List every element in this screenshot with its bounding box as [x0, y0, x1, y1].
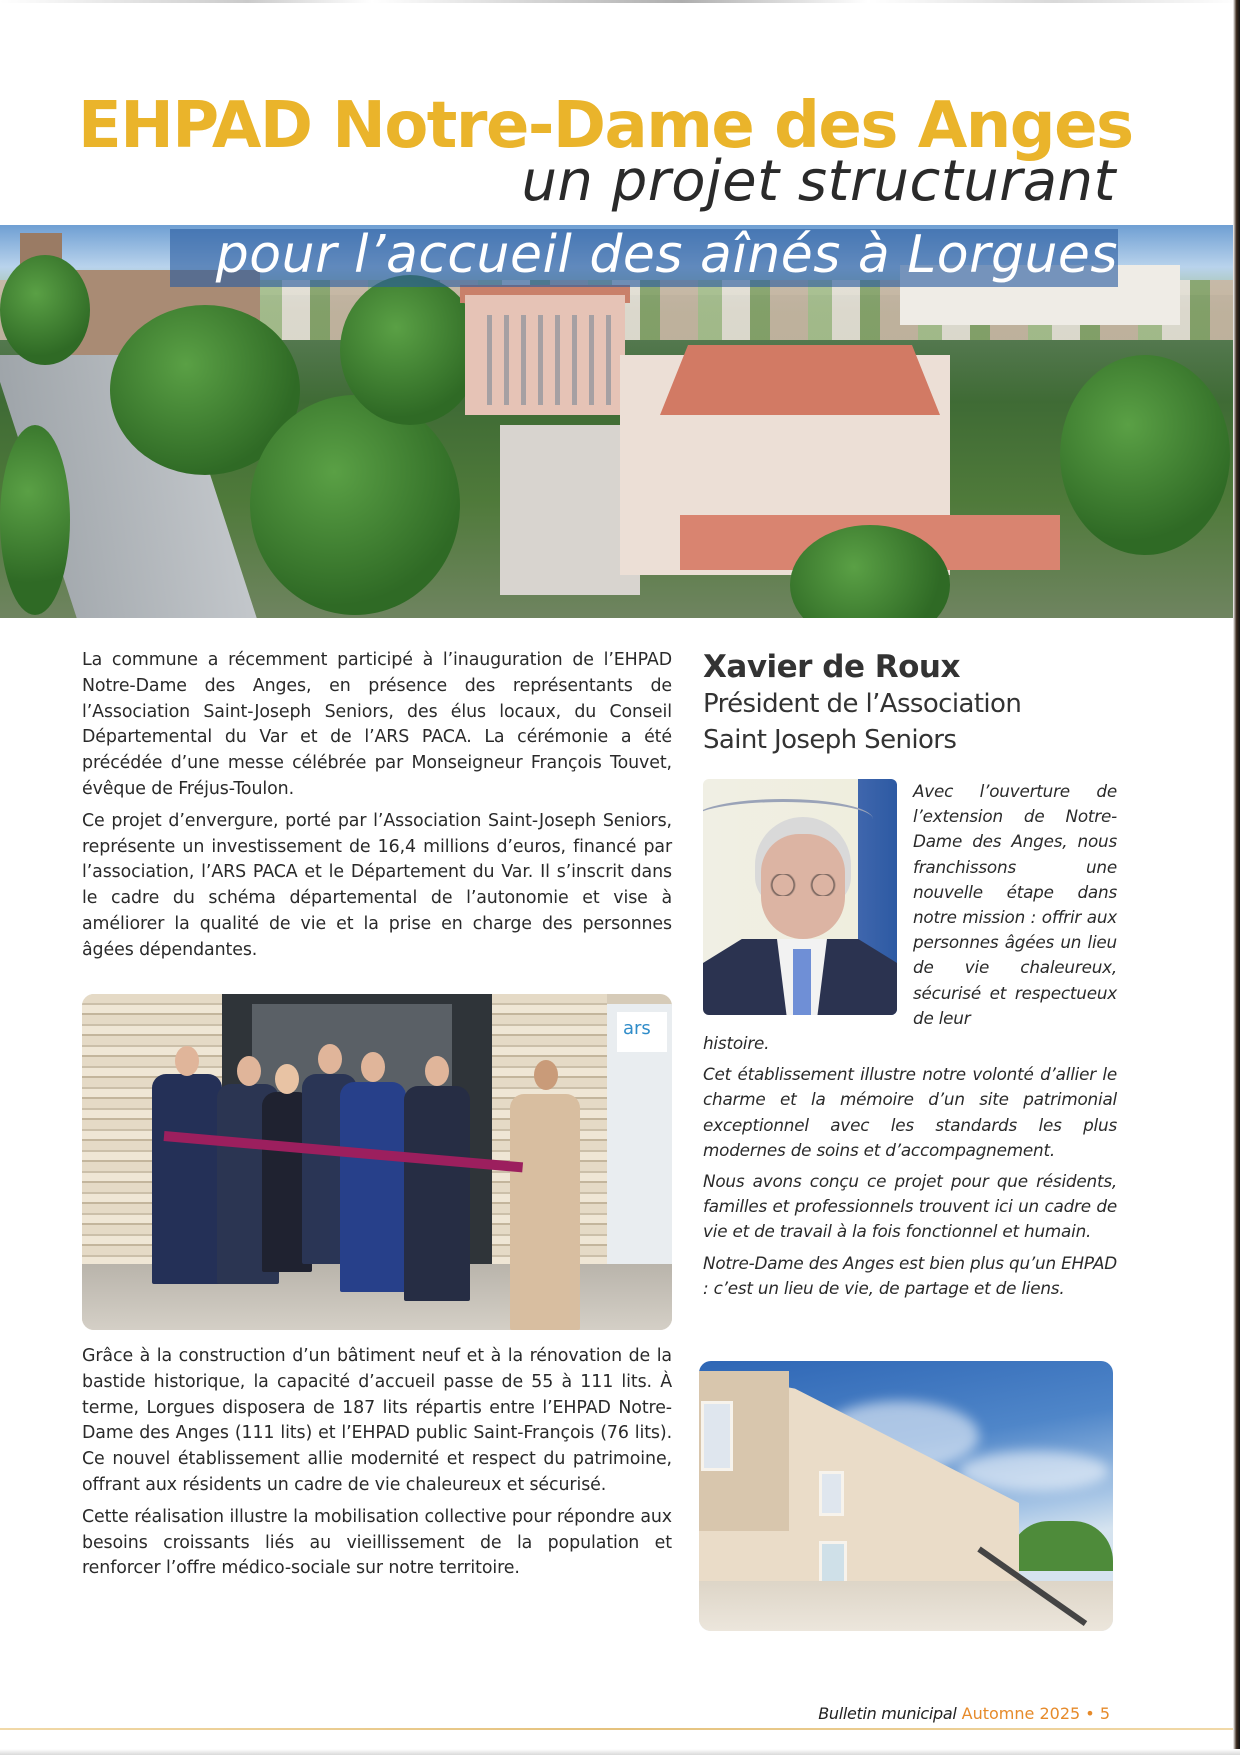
hero-aerial-photo: [0, 225, 1233, 618]
quote-continuation: [703, 1031, 1117, 1307]
hero-bastide-windows: [475, 315, 615, 405]
person: [404, 1086, 470, 1301]
ribbon-cutting-photo: [82, 994, 672, 1330]
quote-paragraph: histoire.: [703, 1033, 770, 1053]
issue-season: Automne 2025: [961, 1704, 1081, 1723]
window: [819, 1471, 844, 1516]
hero-title-overlay: [170, 225, 1118, 287]
overlay-subtitle: pour l’accueil des aînés à Lorgues: [215, 225, 1118, 285]
hero-new-roof: [660, 345, 940, 415]
quote-paragraph: Cet établissement illustre notre volonté d’allier le charme et la mémoire d’un site patrimonial exceptionnel avec les standards les plus modernes de soins et d’accompagnement.: [703, 1064, 1117, 1160]
trees: [1009, 1521, 1113, 1571]
person-head: [318, 1044, 342, 1074]
terrace-floor: [699, 1581, 1113, 1631]
article-paragraph: Cette réalisation illustre la mobilisation collective pour répondre aux besoins croissants liés au vieillissement de la population et renforcer l’offre médico-sociale sur notre territoire.: [82, 1506, 672, 1579]
footer-separator: •: [1085, 1704, 1100, 1723]
interview-header: [703, 648, 1117, 758]
person-head: [175, 1046, 199, 1076]
hero-tree: [0, 255, 90, 365]
ars-sign: ars: [617, 1012, 667, 1052]
hero-tree: [250, 395, 460, 615]
tie: [793, 949, 811, 1015]
person-head: [237, 1056, 261, 1086]
person-head: [534, 1060, 558, 1090]
hero-tree: [1060, 355, 1230, 555]
quote-wrapped-text: Avec l’ouverture de l’extension de Notre-Dame des Anges, nous franchissons une nouvelle étape dans notre mission : offrir aux personnes âgées un lieu de vie chaleureux, sécurisé et respectueux de leur: [913, 781, 1117, 1028]
person-head: [275, 1064, 299, 1094]
scan-edge-right: [1233, 0, 1240, 1755]
page-number: 5: [1099, 1704, 1110, 1723]
article-left-column-bottom: [82, 1344, 672, 1588]
article-paragraph: Grâce à la construction d’un bâtiment neuf et à la rénovation de la bastide historique, la capacité d’accueil passe de 55 à 111 lits. À terme, Lorgues disposera de 187 lits répartis entre l’EHPAD Notre-Dame des Anges (111 lits) et l’EHPAD public Saint-François (76 lits). Ce nouvel établissement allie modernité et respect du patrimoine, offrant aux résidents un cadre de vie chaleureux et sécurisé.: [82, 1346, 672, 1495]
article-left-column-top: [82, 648, 672, 970]
scan-edge-top: [0, 0, 1240, 3]
page-subtitle: un projet structurant: [521, 149, 1116, 214]
scan-edge-bottom: [0, 1749, 1240, 1755]
publication-name: Bulletin municipal: [818, 1704, 957, 1723]
portrait-photo: [703, 779, 897, 1015]
quote-paragraph: Nous avons conçu ce projet pour que résidents, familles et professionnels trouvent ici un cadre de vie et de travail à la fois fonctionnel et humain.: [703, 1171, 1117, 1242]
person: [340, 1082, 406, 1292]
page-title: EHPAD Notre-Dame des Anges: [78, 89, 1133, 163]
interviewee-organization: Saint Joseph Seniors: [703, 725, 957, 755]
interviewee-name: Xavier de Roux: [703, 649, 960, 685]
person-head: [361, 1052, 385, 1082]
page-footer: [818, 1704, 1110, 1724]
person: [152, 1074, 222, 1284]
hero-tree: [0, 425, 70, 615]
footer-rule: [0, 1728, 1233, 1730]
person: [510, 1094, 580, 1330]
interviewee-role: Président de l’Association: [703, 689, 1022, 719]
hero-tree: [340, 275, 480, 425]
quote-paragraph: Notre-Dame des Anges est bien plus qu’un EHPAD : c’est un lieu de vie, de partage et de liens.: [703, 1252, 1117, 1298]
terrace-photo: [699, 1361, 1113, 1631]
glasses: [763, 874, 843, 896]
window: [701, 1401, 733, 1471]
hero-terrace: [500, 425, 640, 595]
person-head: [425, 1056, 449, 1086]
article-paragraph: La commune a récemment participé à l’inauguration de l’EHPAD Notre-Dame des Anges, en présence des représentants de l’Association Saint-Joseph Seniors, des élus locaux, du Conseil Départemental du Var et de l’ARS PACA. La cérémonie a été précédée d’une messe célébrée par Monseigneur François Touvet, évêque de Fréjus-Toulon.: [82, 650, 672, 799]
article-paragraph: Ce projet d’envergure, porté par l’Association Saint-Joseph Seniors, représente un investissement de 16,4 millions d’euros, financé par l’association, l’ARS PACA et le Département du Var. Il s’inscrit dans le cadre du schéma départemental de l’autonomie et vise à améliorer la qualité de vie et la prise en charge des personnes âgées dépendantes.: [82, 810, 672, 960]
